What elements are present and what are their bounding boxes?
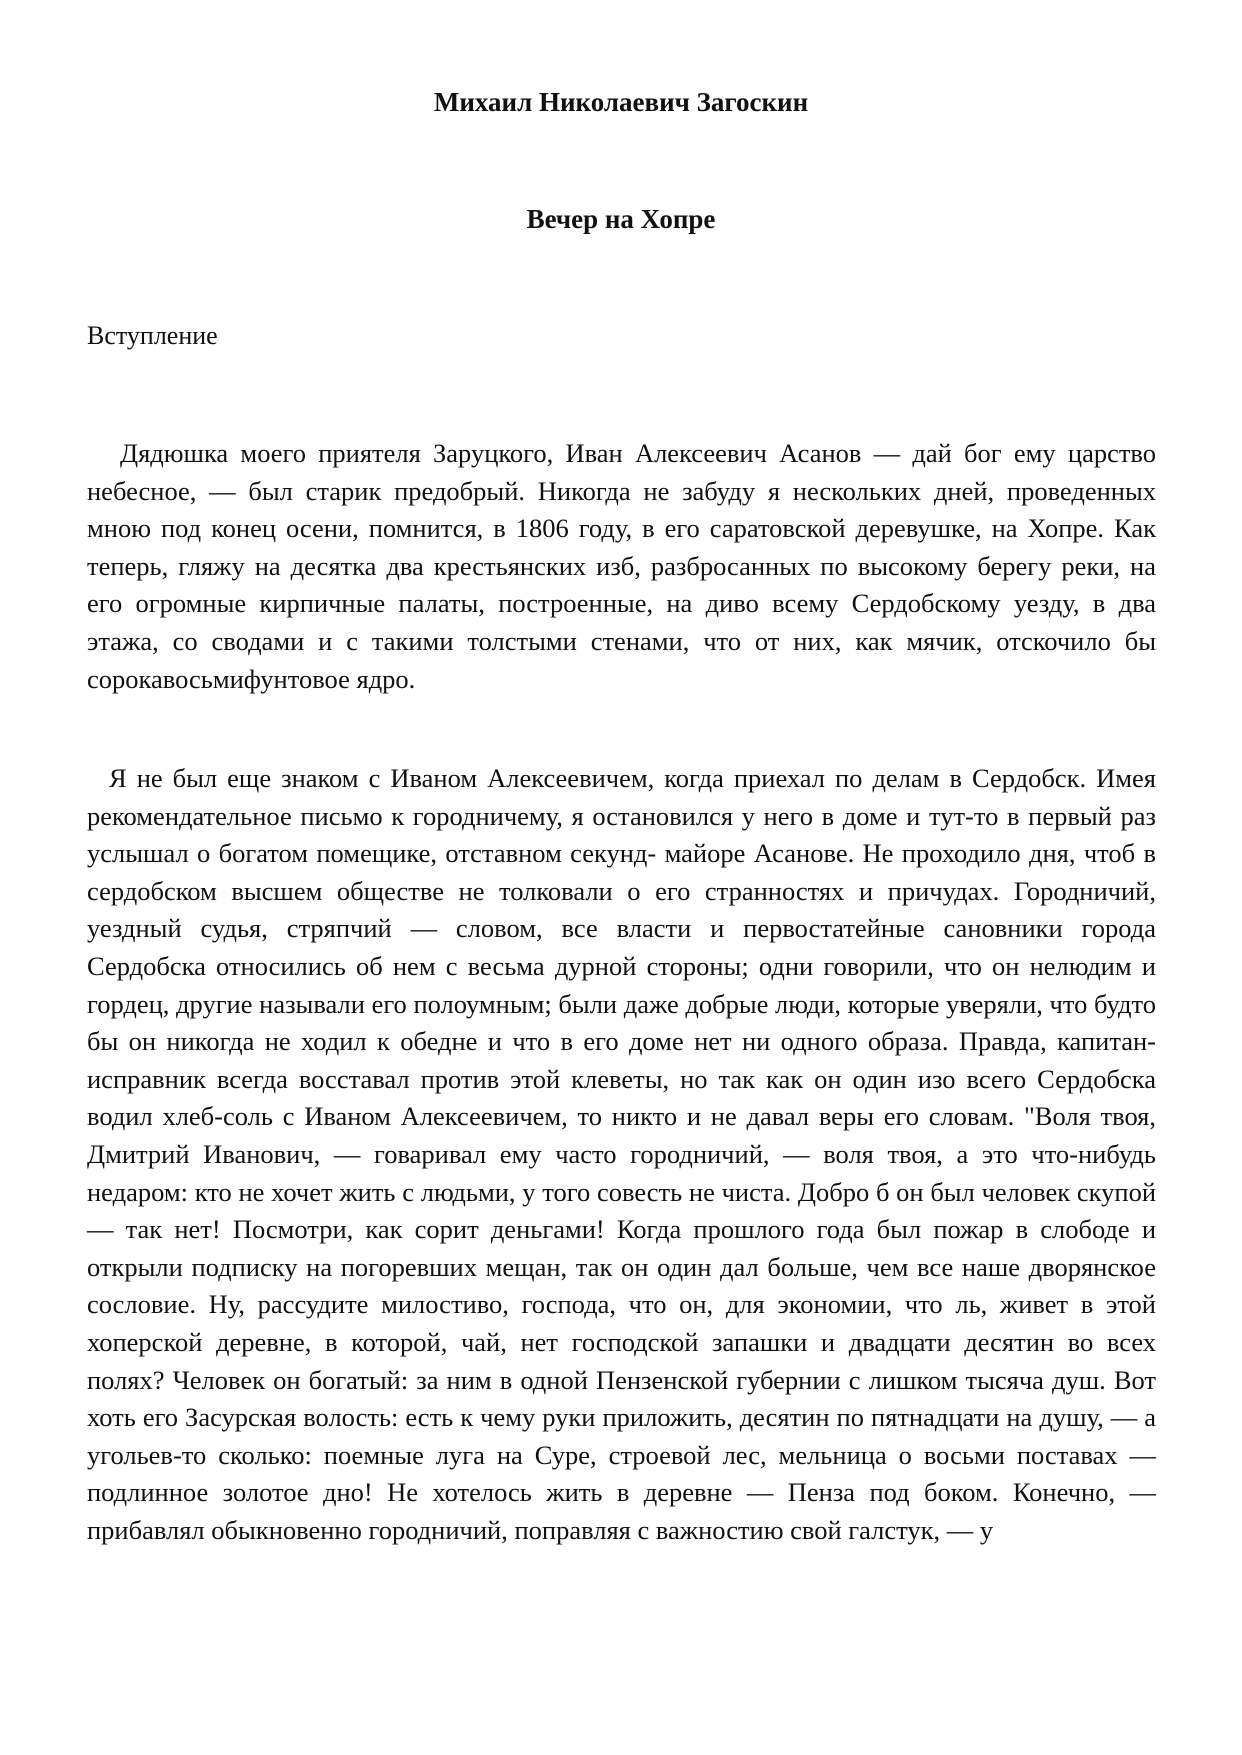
paragraph-2: Я не был еще знаком с Иваном Алексеевичем, когда приехал по делам в Сердобск. Имея рекомендательное письмо к городничему, я остановился у него в доме и тут-то в первый раз услышал о богатом помещике, отставном секунд- майоре Асанове. Не проходило дня, чтоб в сердобском высшем обществе не толковали о его странностях и причудах. Городничий, уездный судья, стряпчий — словом, все власти и первостатейные сановники города Сердобска относились об нем с весьма дурной стороны; одни говорили, что он нелюдим и гордец, другие называли его полоумным; были даже добрые люди, которые уверяли, что будто бы он никогда не ходил к обедне и что в его доме нет ни одного образа. Правда, капитан-исправник всегда восставал против этой клеветы, но так как он один изо всего Сердобска водил хлеб-соль с Иваном Алексеевичем, то никто и не давал веры его словам. "Воля твоя, Дмитрий Иванович, — говаривал ему часто городничий, — воля твоя, а это что-нибудь недаром: кто не хочет жить с людьми, у того совесть не чиста. Добро б он был человек скупой — так нет! Посмотри, как сорит деньгами! Когда прошлого года был пожар в слободе и открыли подписку на погоревших мещан, так он один дал больше, чем все наше дворянское сословие. Ну, рассудите милостиво, господа, что он, для экономии, что ль, живет в этой хоперской деревне, в которой, чай, нет господской запашки и двадцати десятин во всех полях? Человек он богатый: за ним в одной Пензенской губернии с лишком тысяча душ. Вот хоть его Засурская волость: есть к чему руки приложить, десятин по пятнадцати на душу, — а угольев-то сколько: поемные луга на Суре, строевой лес, мельница о восьми поставах — подлинное золотое дно! Не хотелось жить в деревне — Пенза под боком. Конечно, — прибавлял обыкновенно городничий, поправляя с важностию свой галстук, — у (87, 763, 1156, 1545)
paragraph-1: Дядюшка моего приятеля Заруцкого, Иван Алексеевич Асанов — дай бог ему царство небесное, — был старик предобрый. Никогда не забуду я нескольких дней, проведенных мною под конец осени, помнится, в 1806 году, в его саратовской деревушке, на Хопре. Как теперь, гляжу на десятка два крестьянских изб, разбросанных по высокому берегу реки, на его огромные кирпичные палаты, построенные, на диво всему Сердобскому уезду, в два этажа, со сводами и с такими толстыми стенами, что от них, как мячик, отскочило бы сорокавосьмифунтовое ядро. (87, 438, 1156, 694)
work-title: Вечер на Хопре (526, 204, 716, 234)
section-heading: Вступление (87, 321, 218, 350)
author-name: Михаил Николаевич Загоскин (433, 87, 809, 117)
